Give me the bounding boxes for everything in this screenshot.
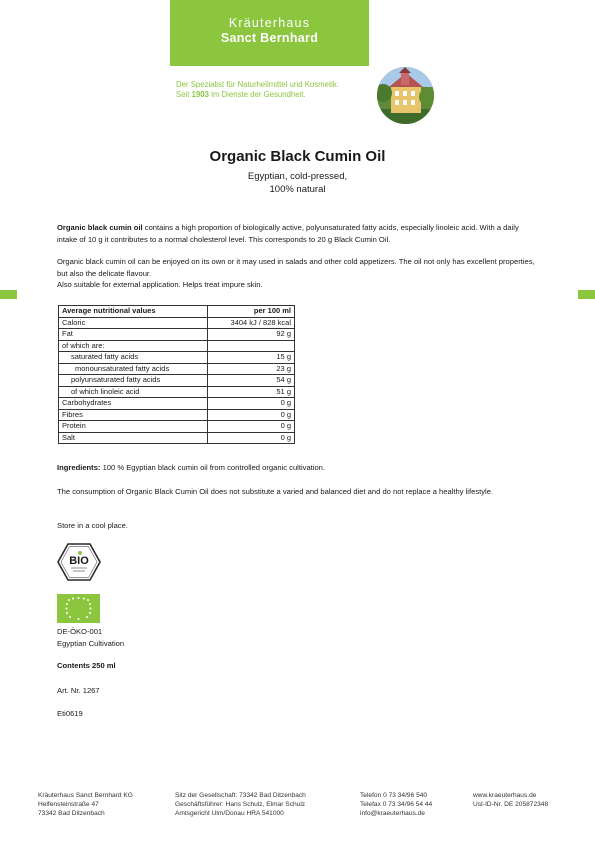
label-code: Eti0619: [57, 709, 83, 718]
logo-line2: Sanct Bernhard: [220, 31, 319, 45]
nutrient-label: of which are:: [59, 340, 208, 352]
footer-line: Sitz der Gesellschaft: 73342 Bad Ditzenbach: [175, 792, 306, 799]
table-row: [59, 352, 295, 364]
footer-line: Ust-ID-Nr. DE 205872348: [473, 801, 549, 809]
nutrient-label: Protein: [59, 421, 208, 433]
footer-line: Amtsgericht Ulm/Donau HRA 541000: [175, 810, 284, 818]
tagline-line1: Der Spezialist für Naturheilmittel und Kosmetik.: [176, 80, 339, 89]
nutrient-value: 0 g: [208, 421, 295, 433]
nutrient-label: Fibres: [59, 409, 208, 421]
nutrient-label: saturated fatty acids: [59, 352, 208, 364]
product-subtitle-line2: 100% natural: [269, 184, 326, 195]
tagline-line2-after: im Dienste der Gesundheit.: [208, 90, 306, 99]
nutrient-label: Carbohydrates: [59, 398, 208, 410]
description-p2-line1: Organic black cumin oil can be enjoyed on its own or it may used in salads and other cold appetizers. The oil not only has excellent properties, but also the delicate flavour.: [57, 257, 535, 278]
cultivation-origin: Egyptian Cultivation: [57, 639, 125, 648]
nutrient-label: monounsaturated fatty acids: [59, 363, 208, 375]
ingredients: [57, 463, 537, 472]
eco-control-code: DE-ÖKO-001: [57, 627, 103, 636]
tagline: [176, 80, 376, 100]
footer-line: Telefax 0 73 34/96 54 44: [360, 801, 433, 809]
nutrient-value: 92 g: [208, 329, 295, 341]
footer-website-link[interactable]: www.kraeuterhaus.de: [473, 792, 537, 799]
nutrient-label: Fat: [59, 329, 208, 341]
nutrient-value: 51 g: [208, 386, 295, 398]
table-row: [59, 432, 295, 444]
nutrient-value: 0 g: [208, 398, 295, 410]
nutrition-header-label: Average nutritional values: [59, 306, 208, 318]
nutrient-value: 15 g: [208, 352, 295, 364]
ingredients-text: 100 % Egyptian black cumin oil from controlled organic cultivation.: [100, 463, 326, 472]
description-paragraph-2: [57, 256, 537, 291]
table-row: [59, 340, 295, 352]
ingredients-label: Ingredients:: [57, 463, 101, 472]
nutrient-label: polyunsaturated fatty acids: [59, 375, 208, 387]
description-product-name: Organic black cumin oil: [57, 223, 143, 232]
nutrient-value: 0 g: [208, 432, 295, 444]
tagline-year: 1903: [191, 90, 209, 99]
contents-volume: Contents 250 ml: [57, 661, 116, 670]
table-row: [59, 363, 295, 375]
footer-line: Telefon 0 73 34/96 540: [360, 792, 428, 799]
nutrition-header-row: [59, 306, 295, 318]
table-row: [59, 317, 295, 329]
footer-email-link[interactable]: info@kraeuterhaus.de: [360, 810, 425, 818]
table-row: [59, 421, 295, 433]
article-number: Art. Nr. 1267: [57, 686, 100, 695]
nutrition-table: [58, 305, 295, 444]
fold-marker-right: [578, 290, 595, 299]
nutrient-value: [208, 340, 295, 352]
footer-line: 73342 Bad Ditzenbach: [38, 810, 105, 818]
eu-organic-leaf-logo: [57, 594, 100, 623]
tagline-line2-before: Seit: [176, 90, 192, 99]
nutrient-label: of which linoleic acid: [59, 386, 208, 398]
footer-company-address: [38, 791, 168, 819]
nutrient-label: Caloric: [59, 317, 208, 329]
table-row: [59, 386, 295, 398]
footer-legal-info: [175, 791, 355, 819]
description-p1-text: contains a high proportion of biologically active, polyunsaturated fatty acids, especially linoleic acid. With a daily intake of 10 g it contributes to a normal cholesterol level. This corresponds to 20 g Black Cumin Oil.: [57, 223, 519, 244]
table-row: [59, 329, 295, 341]
footer-line: Kräuterhaus Sanct Bernhard KG: [38, 792, 133, 799]
footer-contact: [360, 791, 460, 819]
product-title: Organic Black Cumin Oil: [209, 148, 386, 165]
footer-line: Geschäftsführer: Hans Schulz, Elmar Schulz: [175, 801, 306, 809]
table-row: [59, 409, 295, 421]
product-subtitle-line1: Egyptian, cold-pressed,: [247, 171, 348, 182]
nutrient-value: 0 g: [208, 409, 295, 421]
storage-instruction: Store in a cool place.: [57, 521, 128, 530]
bio-seal-logo: [57, 543, 101, 581]
nutrient-label: Salt: [59, 432, 208, 444]
footer-line: Helfensteinstraße 47: [38, 801, 99, 809]
bio-seal-text: BIO: [69, 555, 89, 567]
table-row: [59, 375, 295, 387]
footer-web-tax: [473, 791, 583, 809]
description-paragraph-1: [57, 222, 537, 245]
brand-logo: [170, 0, 369, 66]
nutrient-value: 54 g: [208, 375, 295, 387]
table-row: [59, 398, 295, 410]
nutrition-header-value: per 100 ml: [208, 306, 295, 318]
nutrient-value: 3404 kJ / 828 kcal: [208, 317, 295, 329]
logo-line1: Kräuterhaus: [228, 16, 311, 30]
company-building-photo: [377, 67, 434, 124]
consumption-note: The consumption of Organic Black Cumin Oil does not substitute a varied and balanced diet and do not replace a healthy lifestyle.: [57, 487, 494, 496]
nutrient-value: 23 g: [208, 363, 295, 375]
description-p2-line2: Also suitable for external application. Helps treat impure skin.: [57, 280, 263, 289]
fold-marker-left: [0, 290, 17, 299]
